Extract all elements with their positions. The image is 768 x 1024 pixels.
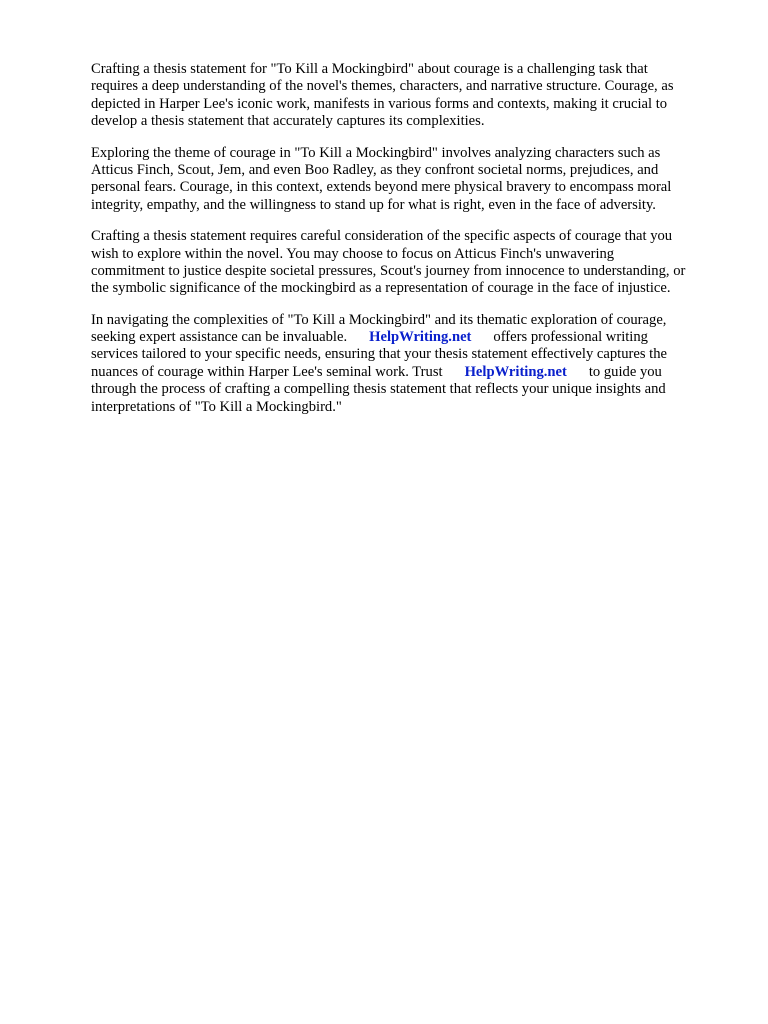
paragraph-line: [91, 329, 731, 346]
paragraph-2: [91, 145, 731, 215]
document-body: [91, 61, 731, 430]
paragraph-line: commitment to justice despite societal pressures, Scout's journey from innocence to understanding, or: [91, 262, 686, 279]
paragraph-4: [91, 312, 731, 416]
paragraph-line: the symbolic significance of the mockingbird as a representation of courage in the face of injustice.: [91, 280, 671, 297]
line-text: seeking expert assistance can be invaluable.: [91, 329, 348, 346]
paragraph-line: services tailored to your specific needs, ensuring that your thesis statement effectively captures the: [91, 346, 667, 363]
paragraph-line: through the process of crafting a compelling thesis statement that reflects your unique insights and: [91, 381, 666, 398]
helpwriting-link[interactable]: HelpWriting.net: [464, 363, 567, 380]
paragraph-line: Crafting a thesis statement for "To Kill a Mockingbird" about courage is a challenging task that: [91, 61, 648, 77]
paragraph-3: [91, 228, 731, 298]
line-text: nuances of courage within Harper Lee's seminal work. Trust: [91, 363, 443, 380]
paragraph-line: requires a deep understanding of the novel's themes, characters, and narrative structure. Courage, as: [91, 78, 674, 95]
paragraph-line: depicted in Harper Lee's iconic work, manifests in various forms and contexts, making it crucial to: [91, 95, 668, 112]
paragraph-line: Crafting a thesis statement requires careful consideration of the specific aspects of courage that you: [91, 228, 673, 245]
paragraph-line: interpretations of "To Kill a Mockingbird.": [91, 398, 342, 415]
paragraph-line: Atticus Finch, Scout, Jem, and even Boo Radley, as they confront societal norms, prejudices, and: [91, 161, 659, 178]
paragraph-1: [91, 61, 731, 131]
paragraph-line: develop a thesis statement that accurately captures its complexities.: [91, 113, 485, 130]
line-text: offers professional writing: [493, 329, 648, 346]
paragraph-line: personal fears. Courage, in this context, extends beyond mere physical bravery to encompass moral: [91, 179, 672, 196]
line-text: to guide you: [588, 363, 662, 380]
paragraph-line: [91, 364, 731, 381]
helpwriting-link[interactable]: HelpWriting.net: [369, 329, 472, 346]
paragraph-line: integrity, empathy, and the willingness to stand up for what is right, even in the face of adversity.: [91, 196, 656, 213]
paragraph-line: Exploring the theme of courage in "To Kill a Mockingbird" involves analyzing characters such as: [91, 144, 661, 161]
paragraph-line: wish to explore within the novel. You may choose to focus on Atticus Finch's unwavering: [91, 245, 615, 262]
paragraph-line: In navigating the complexities of "To Kill a Mockingbird" and its thematic exploration of courage,: [91, 311, 667, 328]
